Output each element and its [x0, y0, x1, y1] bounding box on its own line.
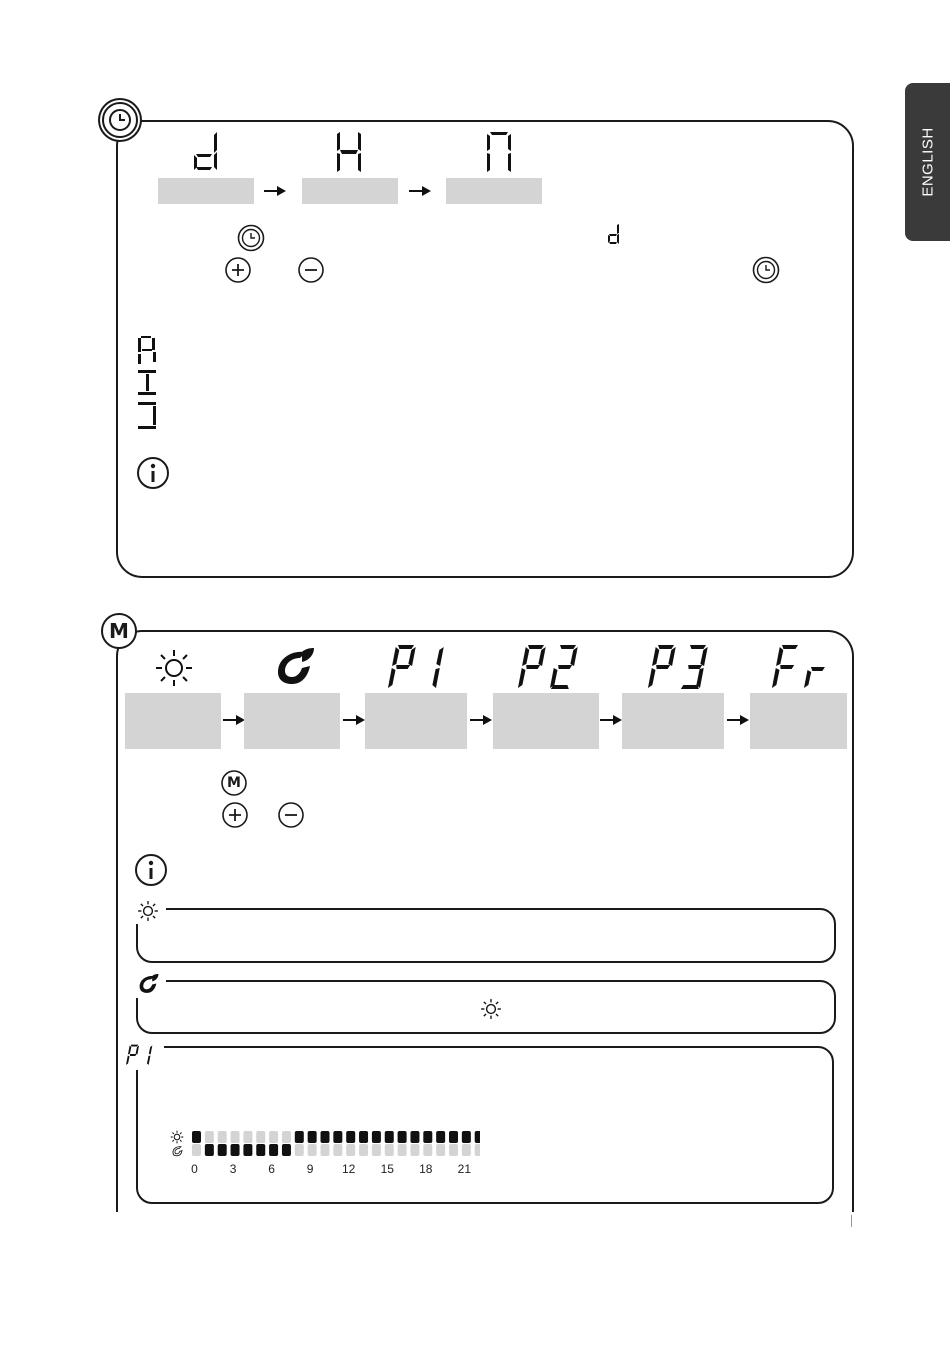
mode-step-box-1 — [125, 693, 221, 749]
hour-9-eco-bar — [308, 1144, 317, 1156]
m-button-icon — [220, 769, 248, 797]
hour-16-eco-bar — [398, 1144, 407, 1156]
sun-icon — [154, 648, 194, 688]
hour-18-comfort-bar — [423, 1131, 432, 1143]
m-button-letter: M — [227, 775, 241, 791]
schedule-bars — [190, 1130, 480, 1158]
mode-step-box-2 — [244, 693, 340, 749]
hour-20-eco-bar — [449, 1144, 458, 1156]
arrow-icon — [343, 715, 365, 725]
hour-11-comfort-bar — [333, 1131, 342, 1143]
hour-22-eco-bar — [475, 1144, 480, 1156]
hour-11-eco-bar — [333, 1144, 342, 1156]
mode-step-box-6 — [750, 693, 847, 749]
hour-17-comfort-bar — [410, 1131, 419, 1143]
hour-8-eco-bar — [295, 1144, 304, 1156]
hour-21-eco-bar — [462, 1144, 471, 1156]
clock-seg-h — [334, 132, 364, 172]
hour-5-eco-bar — [256, 1144, 265, 1156]
hour-tick-label: 9 — [306, 1162, 314, 1176]
hour-22-comfort-bar — [475, 1131, 480, 1143]
hour-12-eco-bar — [346, 1144, 355, 1156]
hour-tick-label: 6 — [268, 1162, 275, 1176]
comfort-mode-box — [136, 908, 836, 963]
hour-tick-label: 21 — [457, 1162, 472, 1176]
clock-seg-n — [484, 132, 514, 172]
sun-icon — [480, 998, 502, 1020]
info-icon — [134, 853, 168, 887]
hour-13-comfort-bar — [359, 1131, 368, 1143]
hour-tick-label: 0 — [191, 1162, 198, 1176]
p1-label-badge — [122, 1040, 164, 1070]
leaf-icon — [130, 970, 166, 998]
minus-button-icon — [277, 801, 305, 829]
hour-0-eco-bar — [192, 1144, 201, 1156]
hour-10-eco-bar — [321, 1144, 330, 1156]
hour-15-comfort-bar — [385, 1131, 394, 1143]
mode-seg-fr — [772, 645, 844, 689]
clock-seg-d — [190, 132, 220, 172]
hour-13-eco-bar — [359, 1144, 368, 1156]
hour-17-eco-bar — [410, 1144, 419, 1156]
mode-badge-icon — [101, 613, 137, 649]
mode-step-box-4 — [493, 693, 599, 749]
hour-2-comfort-bar — [218, 1131, 227, 1143]
hour-9-comfort-bar — [308, 1131, 317, 1143]
hour-10-comfort-bar — [321, 1131, 330, 1143]
p1-program-box — [136, 1046, 834, 1204]
p1-seg-icon — [126, 1043, 160, 1067]
clock-badge-icon — [102, 102, 138, 138]
hour-12-comfort-bar — [346, 1131, 355, 1143]
plus-button-icon — [224, 256, 252, 284]
hour-tick-label: 3 — [229, 1162, 237, 1176]
hour-5-comfort-bar — [256, 1131, 265, 1143]
mode-step-box-3 — [365, 693, 467, 749]
plus-button-icon — [221, 801, 249, 829]
hour-21-comfort-bar — [462, 1131, 471, 1143]
hour-7-eco-bar — [282, 1144, 291, 1156]
schedule-sun-icon — [170, 1130, 184, 1144]
hour-19-comfort-bar — [436, 1131, 445, 1143]
vertical-legend-segments — [136, 336, 158, 432]
minus-button-icon — [297, 256, 325, 284]
arrow-icon — [727, 715, 749, 725]
schedule-hour-ticks — [190, 1162, 480, 1178]
clock-step-box-3 — [446, 178, 542, 204]
inline-seg-d — [606, 224, 620, 244]
sun-icon — [130, 898, 166, 924]
hour-19-eco-bar — [436, 1144, 445, 1156]
hour-16-comfort-bar — [398, 1131, 407, 1143]
hour-7-comfort-bar — [282, 1131, 291, 1143]
hour-4-eco-bar — [243, 1144, 252, 1156]
hour-14-eco-bar — [372, 1144, 381, 1156]
hour-3-comfort-bar — [231, 1131, 240, 1143]
frame-edge-stub — [851, 1215, 852, 1227]
hour-6-eco-bar — [269, 1144, 278, 1156]
hour-14-comfort-bar — [372, 1131, 381, 1143]
hour-6-comfort-bar — [269, 1131, 278, 1143]
hour-tick-label: 12 — [342, 1162, 356, 1176]
info-icon — [136, 456, 170, 490]
language-label: ENGLISH — [919, 127, 936, 197]
hour-tick-label: 18 — [419, 1162, 433, 1176]
hour-20-comfort-bar — [449, 1131, 458, 1143]
hour-1-comfort-bar — [205, 1131, 214, 1143]
hour-4-comfort-bar — [243, 1131, 252, 1143]
arrow-icon — [470, 715, 492, 725]
mode-step-box-5 — [622, 693, 724, 749]
hour-15-eco-bar — [385, 1144, 394, 1156]
arrow-icon — [600, 715, 622, 725]
clock-button-icon — [237, 224, 265, 252]
hour-2-eco-bar — [218, 1144, 227, 1156]
hour-0-comfort-bar — [192, 1131, 201, 1143]
hour-3-eco-bar — [231, 1144, 240, 1156]
hour-1-eco-bar — [205, 1144, 214, 1156]
hour-8-comfort-bar — [295, 1131, 304, 1143]
arrow-icon — [223, 715, 245, 725]
arrow-icon — [409, 186, 431, 196]
clock-button-icon — [752, 256, 780, 284]
arrow-icon — [264, 186, 286, 196]
mode-badge-letter: M — [109, 619, 129, 643]
clock-step-box-1 — [158, 178, 254, 204]
hour-18-eco-bar — [423, 1144, 432, 1156]
language-tab — [905, 83, 950, 241]
mode-seg-p1 — [388, 645, 460, 689]
clock-step-box-2 — [302, 178, 398, 204]
hour-tick-label: 15 — [380, 1162, 394, 1176]
schedule-leaf-icon — [171, 1145, 184, 1157]
mode-seg-p3 — [648, 645, 720, 689]
leaf-icon — [272, 646, 316, 688]
mode-seg-p2 — [518, 645, 590, 689]
